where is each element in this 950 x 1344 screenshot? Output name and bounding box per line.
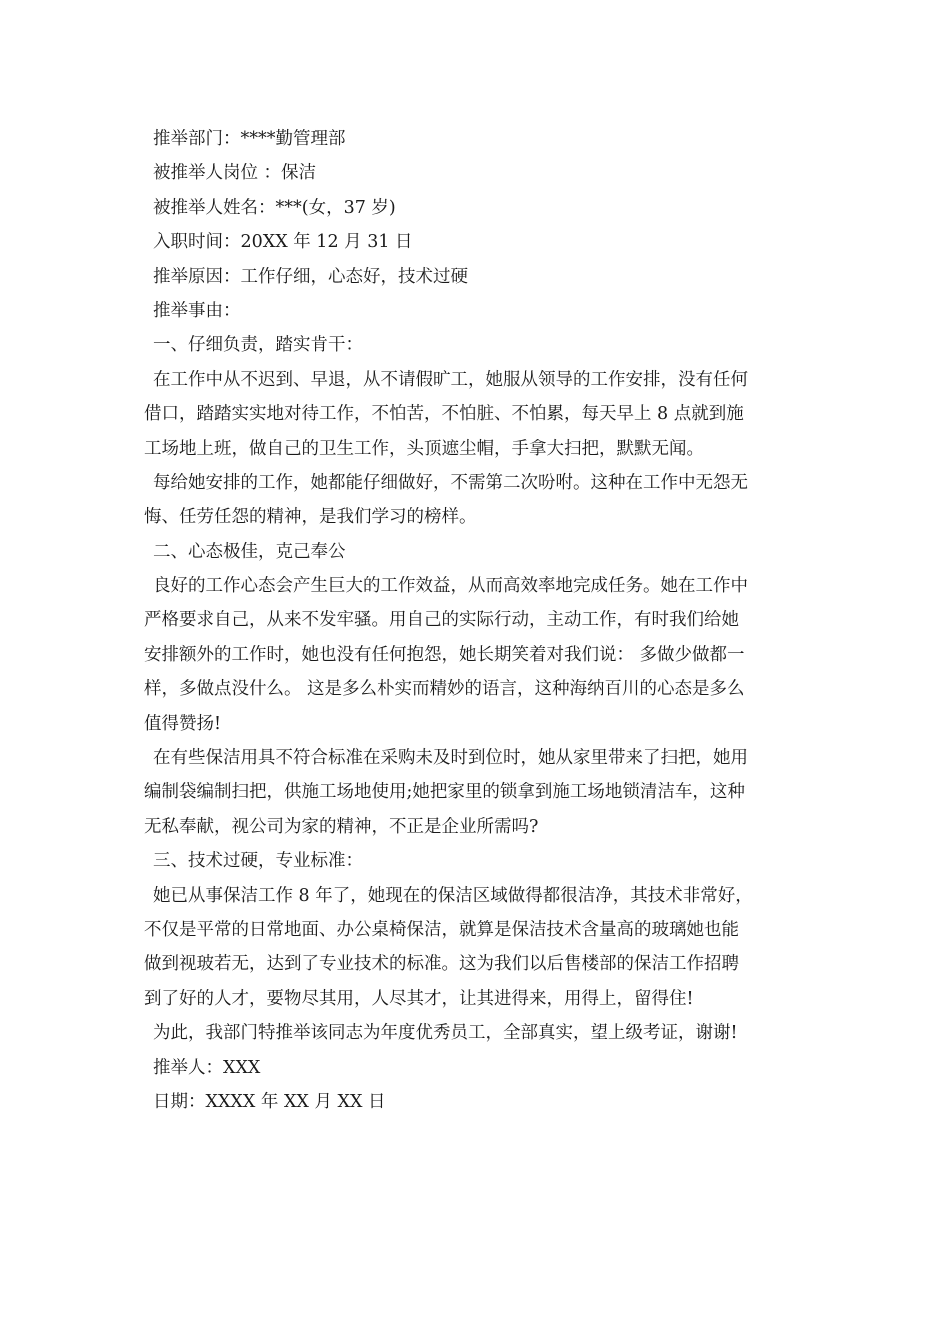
hire-date-line: 入职时间：20XX 年 12 月 31 日 — [153, 232, 413, 253]
paragraph-line: 安排额外的工作时，她也没有任何抱怨，她长期笑着对我们说： 多做少做都一 — [144, 644, 745, 665]
paragraph-line: 无私奉献，视公司为家的精神，不正是企业所需吗? — [144, 816, 539, 837]
paragraph-line: 到了好的人才，要物尽其用，人尽其才，让其进得来，用得上，留得住! — [144, 988, 694, 1009]
paragraph-line: 在有些保洁用具不符合标准在采购未及时到位时，她从家里带来了扫把，她用 — [153, 748, 748, 769]
paragraph-line: 工场地上班，做自己的卫生工作，头顶遮尘帽，手拿大扫把，默默无闻。 — [144, 438, 704, 459]
section-2-title: 二、心态极佳，克己奉公 — [153, 541, 346, 562]
paragraph-line: 不仅是平常的日常地面、办公桌椅保洁，就算是保洁技术含量高的玻璃她也能 — [144, 919, 739, 940]
name-line: 被推举人姓名：***(女，37 岁) — [153, 197, 396, 218]
paragraph-line: 样，多做点没什么。 这是多么朴实而精妙的语言，这种海纳百川的心态是多么 — [144, 679, 745, 700]
recommender-line: 推举人：XXX — [153, 1057, 261, 1078]
document-body — [144, 122, 812, 1119]
closing-statement: 为此，我部门特推举该同志为年度优秀员工，全部真实，望上级考证，谢谢! — [153, 1023, 738, 1044]
paragraph-line: 她已从事保洁工作 8 年了，她现在的保洁区域做得都很洁净，其技术非常好， — [153, 885, 753, 906]
paragraph-line: 严格要求自己，从来不发牢骚。用自己的实际行动，主动工作，有时我们给她 — [144, 610, 739, 631]
position-line: 被推举人岗位 ：保洁 — [153, 163, 317, 184]
section-3-title: 三、技术过硬，专业标准： — [153, 851, 363, 872]
paragraph-line: 编制袋编制扫把，供施工场地使用;她把家里的锁拿到施工场地锁清洁车，这种 — [144, 782, 745, 803]
paragraph-line: 每给她安排的工作，她都能仔细做好，不需第二次吩咐。这种在工作中无怨无 — [153, 472, 748, 493]
section-1-title: 一、仔细负责，踏实肯干： — [153, 335, 363, 356]
department-line: 推举部门：****勤管理部 — [153, 129, 346, 149]
paragraph-line: 借口，踏踏实实地对待工作，不怕苦，不怕脏、不怕累，每天早上 8 点就到施 — [144, 404, 744, 425]
paragraph-line: 良好的工作心态会产生巨大的工作效益，从而高效率地完成任务。她在工作中 — [153, 576, 748, 597]
date-line: 日期：XXXX 年 XX 月 XX 日 — [153, 1091, 386, 1112]
paragraph-line: 值得赞扬! — [144, 713, 222, 734]
paragraph-line: 做到视玻若无，达到了专业技术的标准。这为我们以后售楼部的保洁工作招聘 — [144, 954, 739, 975]
paragraph-line: 在工作中从不迟到、早退，从不请假旷工，她服从领导的工作安排，没有任何 — [153, 369, 748, 390]
reason-line: 推举原因：工作仔细，心态好，技术过硬 — [153, 266, 468, 287]
matters-line: 推举事由： — [153, 300, 241, 321]
paragraph-line: 悔、任劳任怨的精神，是我们学习的榜样。 — [144, 507, 477, 528]
